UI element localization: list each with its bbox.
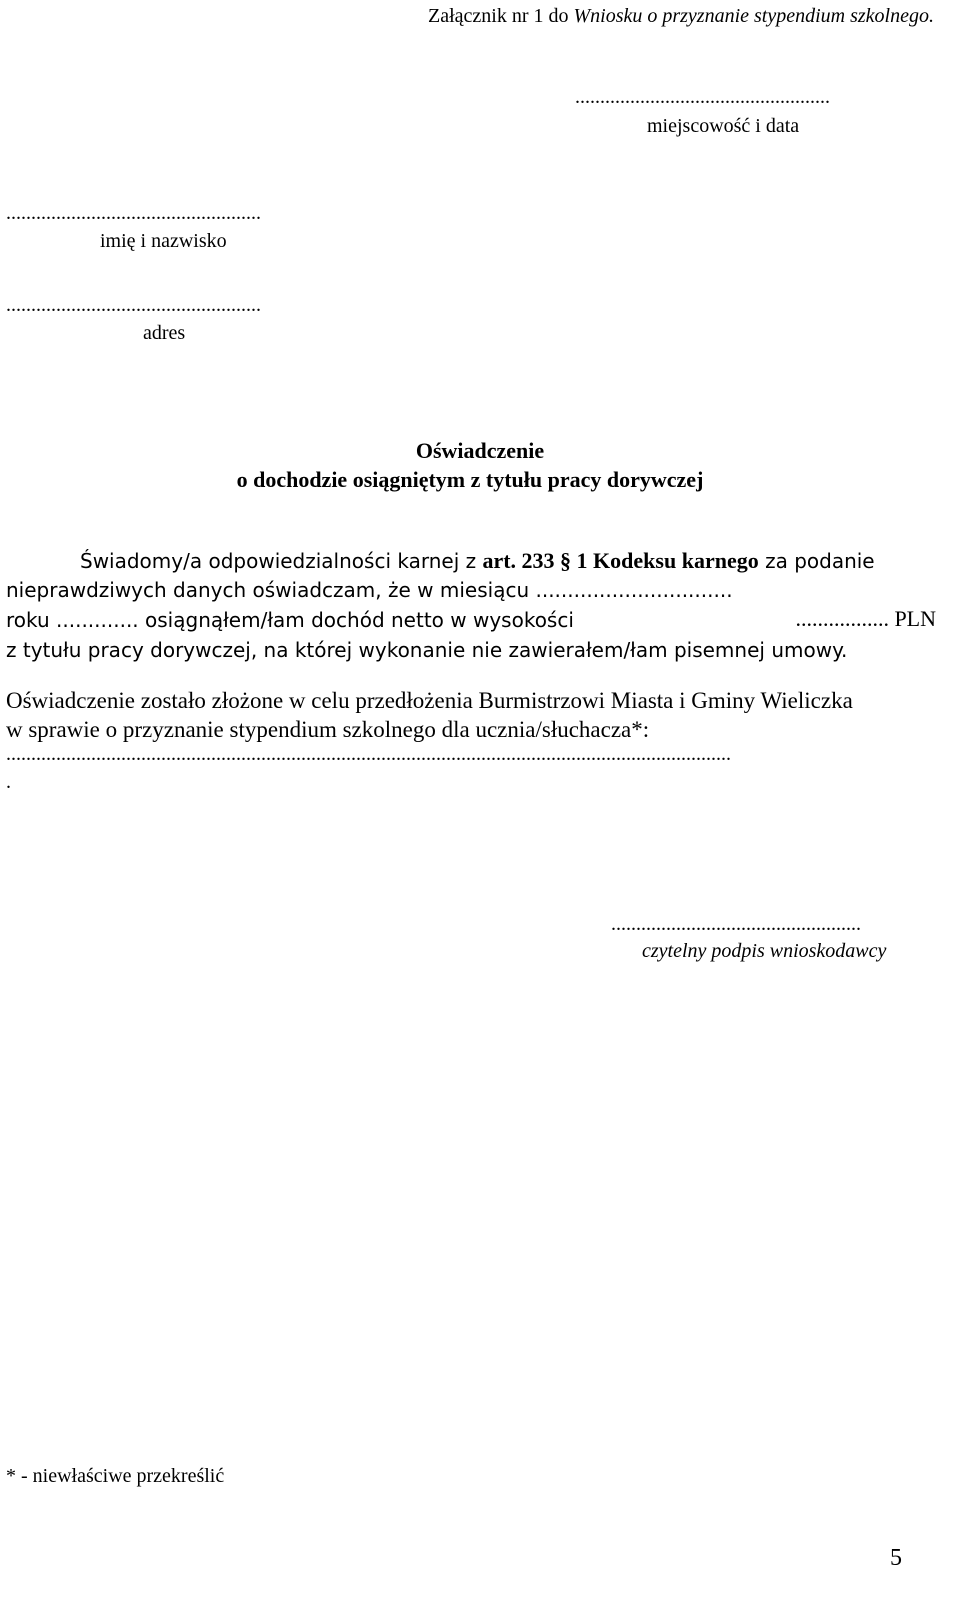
purpose-dot: . (6, 771, 11, 793)
statement-line-3-left: roku ............. osiągnąłem/łam dochód netto w wysokości (6, 608, 574, 632)
statement-line-1-post: za podanie (758, 549, 875, 573)
statement-line-1 (80, 550, 875, 572)
page-number: 5 (890, 1545, 902, 1571)
address-dots: ................................................... (6, 294, 261, 316)
purpose-line-1: Oświadczenie zostało złożone w celu przedłożenia Burmistrzowi Miasta i Gminy Wieliczka (6, 688, 853, 713)
signature-dots: .................................................. (611, 913, 861, 935)
address-label: adres (143, 322, 186, 344)
statement-line-4: z tytułu pracy dorywczej, na której wykonanie nie zawierałem/łam pisemnej umowy. (6, 638, 848, 662)
name-dots: ................................................... (6, 202, 261, 224)
statement-legal-reference: art. 233 § 1 Kodeksu karnego (482, 548, 759, 573)
statement-line-1-pre: Świadomy/a odpowiedzialności karnej z (80, 549, 483, 573)
signature-label: czytelny podpis wnioskodawcy (642, 940, 887, 962)
document-subtitle: o dochodzie osiągniętym z tytułu pracy dorywczej (236, 467, 704, 492)
footnote: * - niewłaściwe przekreślić (6, 1465, 225, 1487)
purpose-line-2: w sprawie o przyznanie stypendium szkolnego dla ucznia/słuchacza*: (6, 717, 650, 742)
statement-line-3 (6, 610, 574, 630)
document-title: Oświadczenie (415, 438, 545, 463)
attachment-header (428, 6, 934, 26)
attachment-header-italic: Wniosku o przyznanie stypendium szkolnego. (573, 5, 934, 27)
statement-line-2: nieprawdziwych danych oświadczam, że w miesiącu ............................... (6, 578, 733, 602)
attachment-header-prefix: Załącznik nr 1 do (427, 5, 574, 27)
purpose-dots-line: ................................................................................................................................................. (6, 743, 731, 765)
place-date-label: miejscowość i data (647, 115, 800, 137)
name-label: imię i nazwisko (100, 230, 227, 252)
statement-line-3-right: ................. PLN (795, 606, 936, 631)
place-date-dots: ................................................... (575, 86, 830, 108)
